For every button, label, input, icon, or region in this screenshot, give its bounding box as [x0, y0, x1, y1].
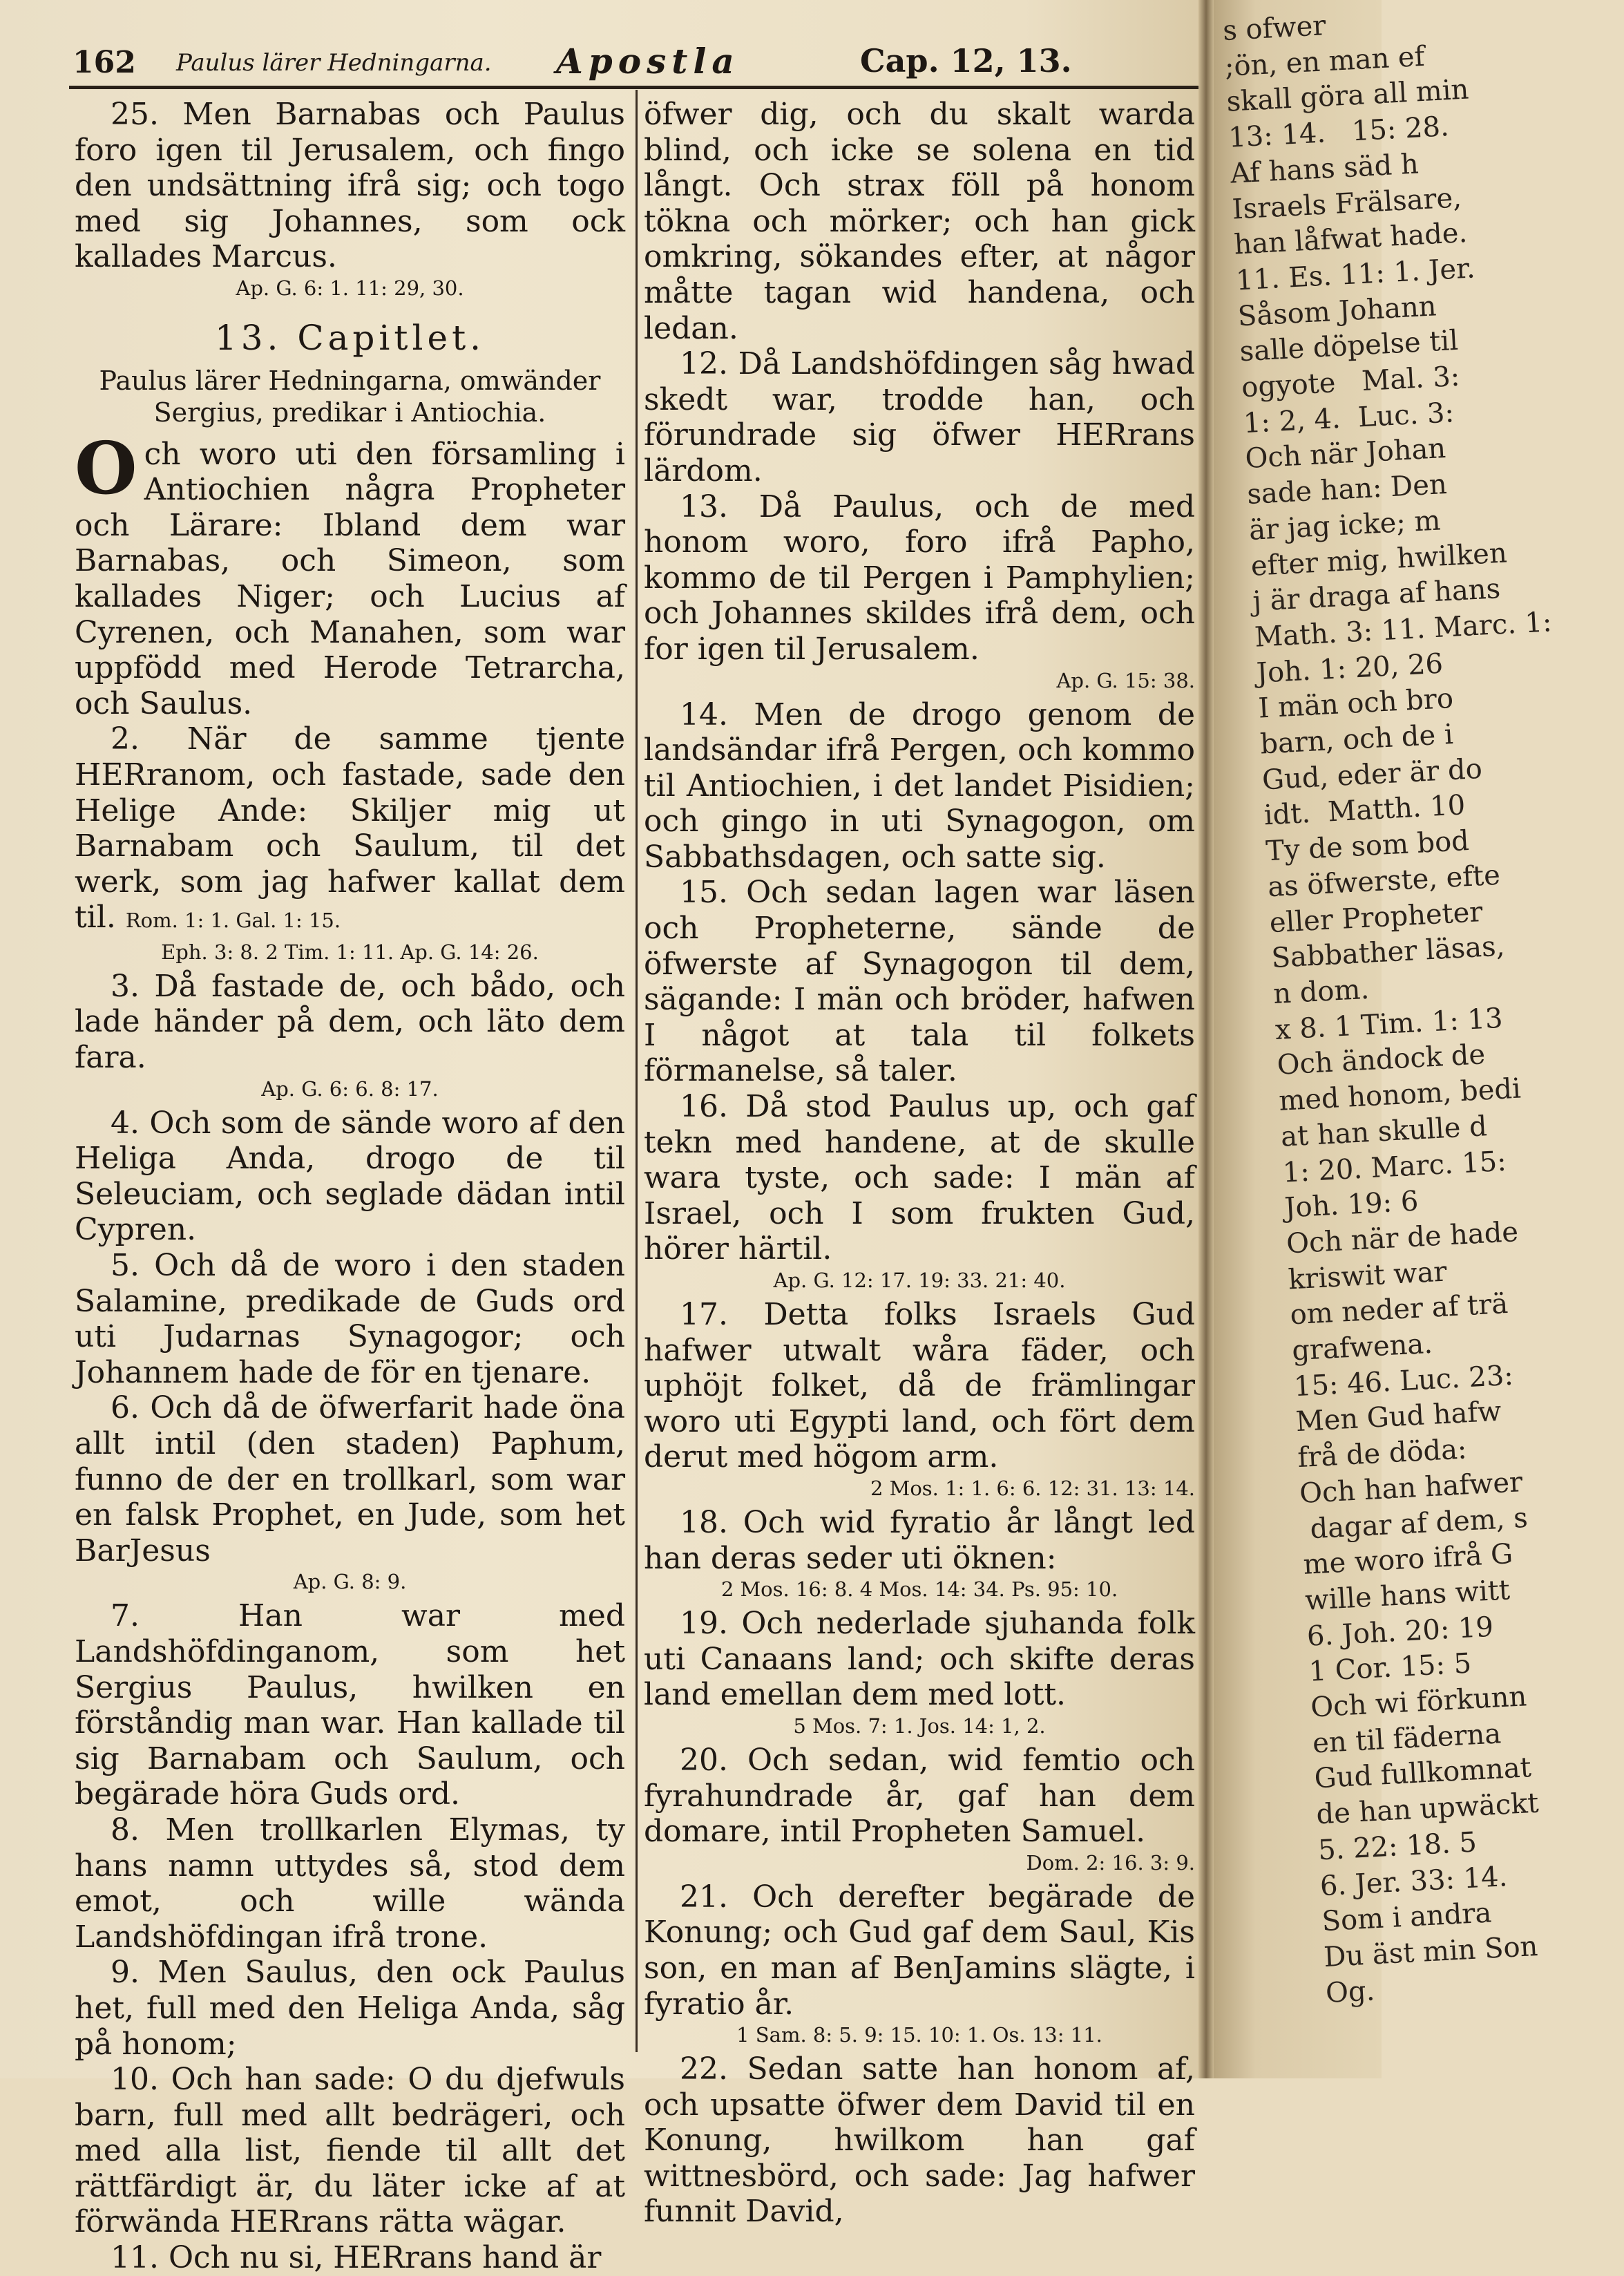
verse-13-3: 3. Då fastade de, och bådo, och lade händer på dem, och läto dem fara. — [75, 968, 625, 1076]
verse-13-4: 4. Och som de sände woro af den Heliga Anda, drogo de til Seleuciam, och seglade dädan intil Cypren. — [75, 1105, 625, 1248]
verse-13-9: 9. Men Saulus, den ock Paulus het, full med den Heliga Anda, såg på honom; — [75, 1955, 625, 2062]
drop-cap-letter: O — [75, 425, 137, 511]
chapter-summary: Paulus lärer Hedningarna, omwänder Sergius, predikar i Antiochia. — [99, 365, 601, 428]
cross-reference: 1 Sam. 8: 5. 9: 15. 10: 1. Os. 13: 11. — [736, 2023, 1102, 2047]
verse-13-17: 17. Detta folks Israels Gud hafwer utwalt wåra fäder, och uphöjt folket, då de främlingar woro uti Egypti land, och fört dem derut med högom arm. — [644, 1297, 1195, 1475]
cross-reference: Eph. 3: 8. 2 Tim. 1: 11. Ap. G. 14: 26. — [161, 940, 539, 964]
book-gutter — [1198, 0, 1214, 2078]
page-number: 162 — [73, 45, 136, 80]
verse-12-25: 25. Men Barnabas och Paulus foro igen til Jerusalem, och fingo den undsättning ifrå sig; och togo med sig Johannes, som ock kallades Marcus. — [75, 97, 625, 275]
verse-13-6: 6. Och då de öfwerfarit hade öna allt intil (den staden) Paphum, funno de der en trollkarl, som war en falsk Prophet, en Jude, som het BarJesus — [75, 1390, 625, 1568]
verse-13-19: 19. Och nederlade sjuhanda folk uti Canaans land; och skifte deras land emellan dem med lott. — [644, 1606, 1195, 1713]
cross-reference: Ap. G. 15: 38. — [1056, 668, 1195, 692]
verse-13-16: 16. Då stod Paulus up, och gaf tekn med handene, at de skulle wara tyste, och sade: I män af Israel, och I som frukten Gud, hörer härtil. — [644, 1089, 1195, 1267]
verse-13-11-continued: öfwer dig, och du skalt warda blind, och icke se solena en tid långt. Och strax föll på honom tökna och mörker; och han gick omkring, sökandes efter, at någor måtte tagan wid handena, och ledan. — [644, 97, 1195, 346]
verse-13-1-text: ch woro uti den församling i Antiochien några Propheter och Lärare: Ibland dem war Barnabas, och Simeon, som kallades Niger; och Lucius af Cyrenen, och Manahen, som war uppfödd med Herode Tetrarcha, och Saulus. — [75, 436, 625, 721]
page-header — [73, 38, 1195, 82]
verse-13-5: 5. Och då de woro i den staden Salamine, predikade de Guds ord uti Judarnas Synagogor; och Johannem hade de för en tjenare. — [75, 1248, 625, 1390]
verse-13-2-text: 2. När de samme tjente HERranom, och fastade, sade den Helige Ande: Skiljer mig ut Barnabam och Saulum, til det werk, som jag hafwer kallat dem til. — [75, 721, 625, 936]
header-rule — [69, 86, 1198, 89]
verse-13-22: 22. Sedan satte han honom af, och upsatte öfwer dem David til en Konung, hwilkom han gaf wittnesbörd, och sade: Jag hafwer funnit David, — [644, 2051, 1195, 2230]
verse-13-7: 7. Han war med Landshöfdinganom, som het Sergius Paulus, hwilken en förståndig man war. Han kallade til sig Barnabam och Saulum, och begärade höra Guds ord. — [75, 1598, 625, 1812]
verse-13-20: 20. Och sedan, wid femtio och fyrahundrade år, gaf han dem domare, intil Propheten Samuel. — [644, 1742, 1195, 1850]
cross-reference: 2 Mos. 16: 8. 4 Mos. 14: 34. Ps. 95: 10. — [720, 1577, 1118, 1602]
adjacent-page-edge — [1214, 0, 1553, 2078]
adjacent-page-text: s ofwer ;ön, en man ef skall göra all min 13: 14. 15: 28. Af hans säd h Israels Frälsare, han låfwat hade. 11. Es. 11: 1. Jer. Såsom Johann salle döpelse til ogyote Mal. 3: 1: 2, 4. Luc. 3: Och när Johan sade han: Den är jag icke; m efter mig, hwilken j är draga af hans Math. 3: 11. Marc. 1: Joh. 1: 20, 26 I män och bro barn, och de i Gud, eder är do idt. Matth. 10 Ty de som bod as öfwerste, efte eller Propheter Sabbather läsas, n dom. x 8. 1 Tim. 1: 13 Och ändock de med honom, bedi at han skulle d 1: 20. Marc. 15: Joh. 19: 6 Och när de hade kriswit war om neder af trä grafwena. 15: 46. Luc. 23: Men Gud hafw frå de döda: Och han hafwer dagar af dem, s me woro ifrå G wille hans witt 6. Joh. 20: 19 1 Cor. 15: 5 Och wi förkunn en til fäderna Gud fullkomnat de han upwäckt 5. 22: 18. 5 6. Jer. 33: 14. Som i andra Du äst min Son Og. — [1222, 10, 1553, 2009]
column-divider — [636, 90, 638, 2052]
verse-13-21: 21. Och derefter begärade de Konung; och Gud gaf dem Saul, Kis son, en man af BenJamins slägte, i fyratio år. — [644, 1879, 1195, 2022]
verse-13-13: 13. Då Paulus, och de med honom woro, foro ifrå Papho, kommo de til Pergen i Pamphylien; och Johannes skildes ifrå dem, och for igen til Jerusalem. — [644, 489, 1195, 667]
inline-cross-reference: Rom. 1: 1. Gal. 1: 15. — [125, 909, 341, 933]
right-column — [644, 97, 1195, 2230]
verse-13-1 — [75, 425, 625, 722]
cross-reference: 2 Mos. 1: 1. 6: 6. 12: 31. 13: 14. — [870, 1476, 1195, 1500]
cross-reference: Ap. G. 8: 9. — [293, 1570, 407, 1594]
verse-13-12: 12. Då Landshöfdingen såg hwad skedt war, trodde han, och förundrade sig öfwer HERrans lärdom. — [644, 346, 1195, 489]
verse-13-15: 15. Och sedan lagen war läsen och Propheterne, sände de öfwerste af Synagogon til dem, sägande: I män och bröder, hafwen I något at tala til folkets förmanelse, så taler. — [644, 875, 1195, 1089]
verse-13-11: 11. Och nu si, HERrans hand är — [111, 2240, 602, 2276]
verse-13-2 — [75, 721, 625, 939]
chapter-title: 13. Capitlet. — [214, 317, 486, 358]
cross-reference: Ap. G. 6: 6. 8: 17. — [261, 1077, 439, 1101]
verse-13-8: 8. Men trollkarlen Elymas, ty hans namn uttydes så, stod dem emot, och wille wända Landshöfdingan ifrå trone. — [75, 1812, 625, 1955]
chapter-indicator: Cap. 12, 13. — [860, 42, 1072, 79]
verse-13-14: 14. Men de drogo genom de landsändar ifrå Pergen, och kommo til Antiochien, i det landet Pisidien; och gingo in uti Synagogon, om Sabbathsdagen, och satte sig. — [644, 696, 1195, 875]
cross-reference: Ap. G. 6: 1. 11: 29, 30. — [236, 276, 464, 300]
verse-13-18: 18. Och wid fyratio år långt led han deras seder uti öknen: — [644, 1504, 1195, 1576]
cross-reference: 5 Mos. 7: 1. Jos. 14: 1, 2. — [793, 1714, 1046, 1738]
verse-13-10: 10. Och han sade: O du djefwuls barn, full med allt bedrägeri, och med alla list, fiende til allt det rättfärdigt är, du läter icke af at förwända HERrans rätta wägar. — [75, 2062, 625, 2240]
cross-reference: Dom. 2: 16. 3: 9. — [1026, 1850, 1195, 1875]
cross-reference: Ap. G. 12: 17. 19: 33. 21: 40. — [773, 1269, 1066, 1292]
running-title: Paulus lärer Hedningarna. — [176, 49, 492, 77]
left-column — [75, 97, 625, 2276]
book-title: Apostla — [556, 41, 740, 82]
